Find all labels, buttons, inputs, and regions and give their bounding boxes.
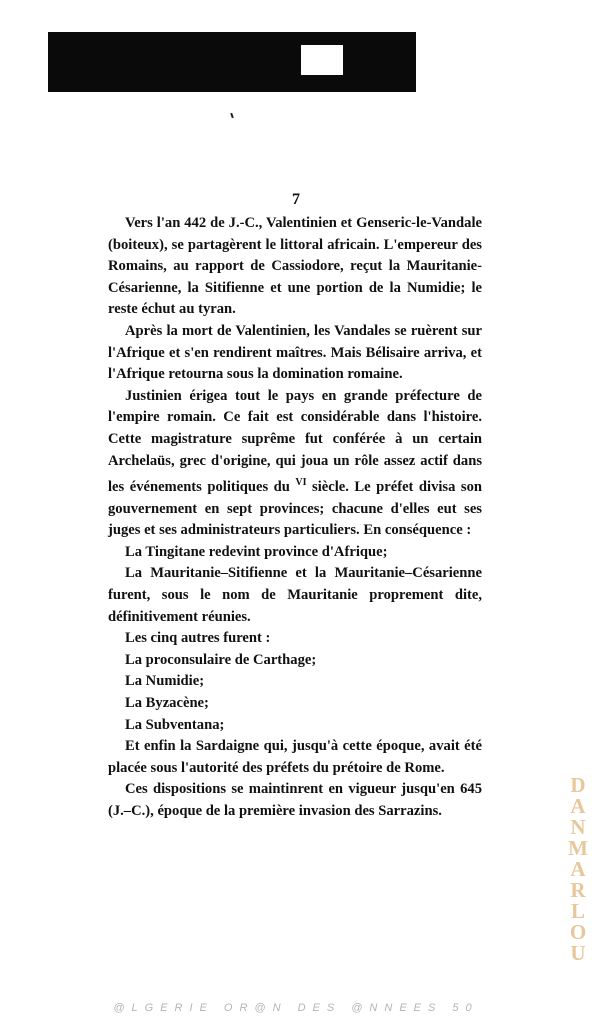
paragraph — [108, 386, 482, 542]
paragraph-text: Justinien érigea tout le pays en grande préfecture de l'empire romain. Ce fait est considérable dans l'histoire. Cette magistrature suprême fut conférée à un certain Archelaüs, grec d'origine, qui joua un rôle assez actif dans les événements politiques du — [108, 387, 482, 495]
list-item: La Subventana; — [125, 716, 225, 733]
paragraph: Et enfin la Sardaigne qui, jusqu'à cette époque, avait été placée sous l'autorité des préfets du prétoire de Rome. — [108, 738, 482, 776]
page-number: 7 — [292, 191, 300, 208]
list-item: La Byzacène; — [125, 694, 209, 711]
paragraph: La Mauritanie–Sitifienne et la Mauritanie–Césarienne furent, sous le nom de Mauritanie proprement dite, définitivement réunies. — [108, 565, 482, 625]
paragraph: Ces dispositions se maintinrent en vigueur jusqu'en 645 (J.–C.), époque de la première invasion des Sarrazins. — [108, 781, 482, 819]
paragraph-text: siècle. Le préfet divisa son gouvernement en sept provinces; chacune d'elles eut ses juges et ses administrateurs particuliers. En conséquence : — [108, 478, 482, 539]
redaction-block — [48, 32, 416, 92]
paragraph: Vers l'an 442 de J.-C., Valentinien et Genseric-le-Vandale (boiteux), se partagèrent le littoral africain. L'empereur des Romains, au rapport de Cassiodore, reçut la Mauritanie-Césarienne, la Sitifienne et une portion de la Numidie; le reste échut au tyran. — [108, 215, 482, 318]
list-item: La Numidie; — [125, 673, 205, 690]
body-text — [108, 213, 482, 822]
ink-speck — [230, 113, 234, 118]
watermark-stamp: DANMARLOU — [568, 773, 588, 965]
paragraph: Après la mort de Valentinien, les Vandales se ruèrent sur l'Afrique et s'en rendirent maîtres. Mais Bélisaire arriva, et l'Afrique retourna sous la domination romaine. — [108, 322, 482, 383]
century-numeral: VI — [295, 477, 307, 489]
paragraph: Les cinq autres furent : — [125, 630, 271, 647]
paragraph: La Tingitane redevint province d'Afrique; — [125, 543, 388, 560]
list-item: La proconsulaire de Carthage; — [125, 651, 317, 668]
watermark-footer: @LGERIE OR@N DES @NNEES 50 — [113, 1002, 479, 1014]
redaction-gap — [301, 45, 343, 75]
